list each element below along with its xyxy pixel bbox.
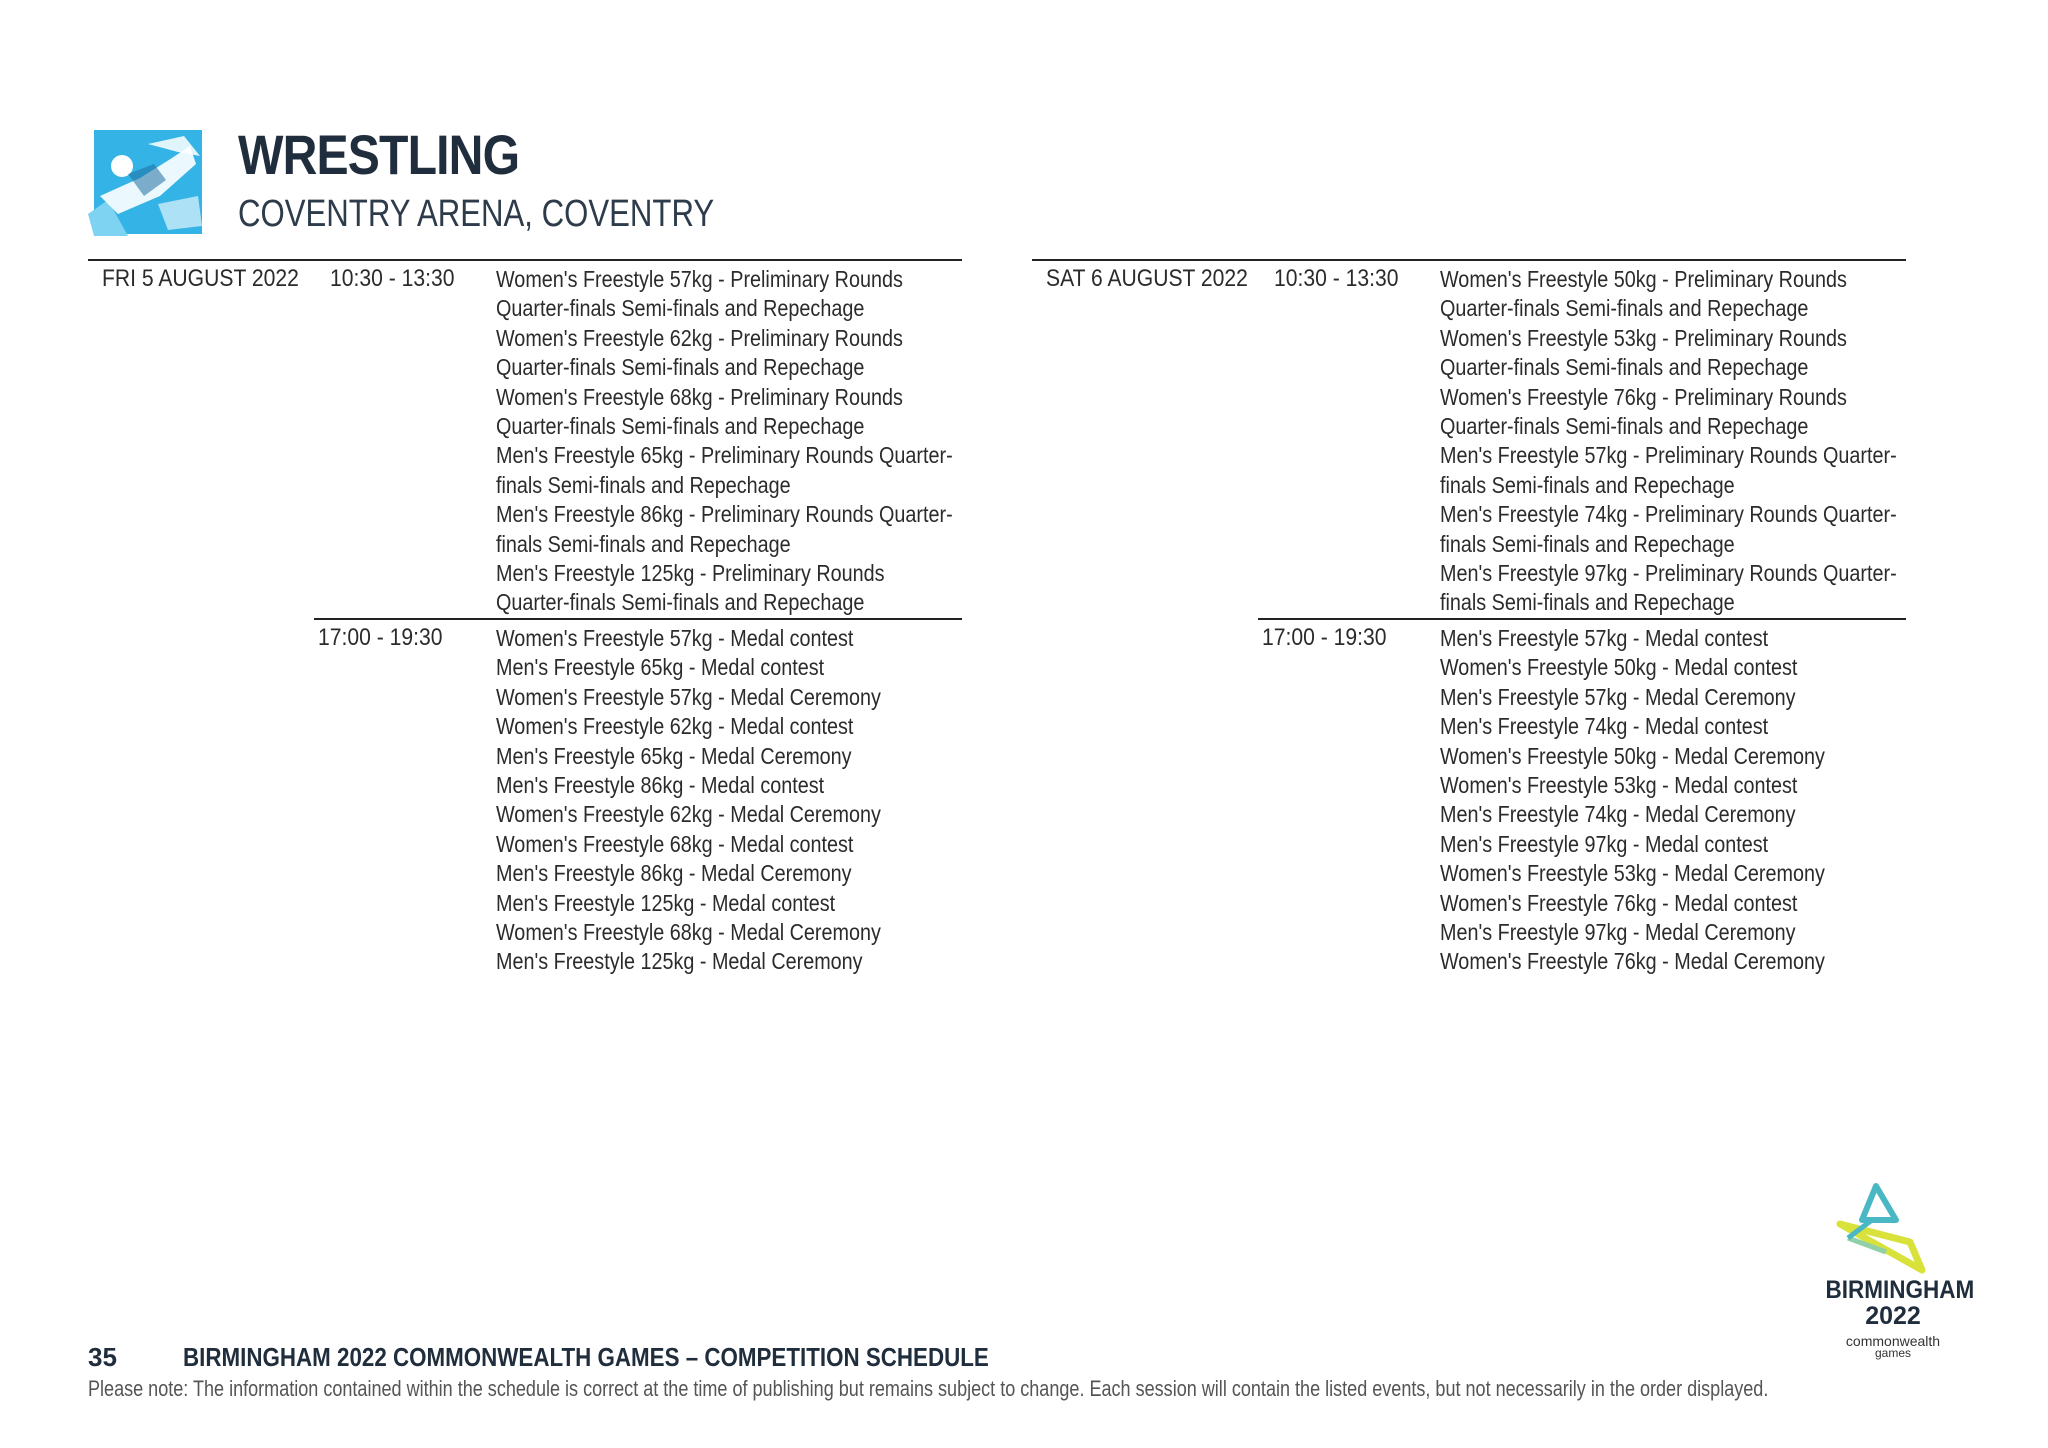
event-item: Women's Freestyle 76kg - Medal Ceremony: [1440, 948, 1825, 975]
event-item: Women's Freestyle 68kg - Preliminary Rounds Quarter-finals Semi-finals and Repechage: [496, 383, 903, 440]
event-item: Men's Freestyle 74kg - Medal contest: [1440, 713, 1769, 740]
event-item: Women's Freestyle 76kg - Preliminary Rounds Quarter-finals Semi-finals and Repechage: [1440, 383, 1847, 440]
event-item: Women's Freestyle 50kg - Medal contest: [1440, 654, 1798, 681]
event-list: [1440, 620, 1906, 977]
event-item: Men's Freestyle 86kg - Medal contest: [496, 771, 825, 798]
event-item: Women's Freestyle 68kg - Medal contest: [496, 830, 854, 857]
session: [1258, 618, 1906, 977]
event-item: Women's Freestyle 53kg - Medal Ceremony: [1440, 860, 1825, 887]
event-item: Men's Freestyle 125kg - Medal contest: [496, 889, 836, 916]
event-item: Women's Freestyle 50kg - Medal Ceremony: [1440, 742, 1825, 769]
session-time: 17:00 - 19:30: [318, 623, 443, 651]
event-item: Men's Freestyle 86kg - Preliminary Rounds Quarter-finals Semi-finals and Repechage: [496, 501, 953, 557]
event-list: [496, 261, 962, 618]
day-date: SAT 6 AUGUST 2022: [1046, 265, 1248, 292]
event-item: Men's Freestyle 65kg - Medal Ceremony: [496, 742, 852, 769]
day-date: FRI 5 AUGUST 2022: [102, 265, 299, 292]
logo-year: 2022: [1865, 1302, 1921, 1330]
event-item: Men's Freestyle 57kg - Medal contest: [1440, 624, 1769, 651]
disclaimer-note: Please note: The information contained within the schedule is correct at the time of publishing but remains subject to change. Each session will contain the listed events, but not necessarily in the order displayed.: [88, 1376, 1769, 1401]
event-item: Men's Freestyle 74kg - Medal Ceremony: [1440, 801, 1796, 828]
event-item: Men's Freestyle 97kg - Medal Ceremony: [1440, 918, 1796, 945]
session: [314, 618, 962, 977]
event-item: Women's Freestyle 57kg - Medal contest: [496, 624, 854, 651]
birmingham-2022-logo: [1818, 1180, 1975, 1360]
event-item: Men's Freestyle 97kg - Preliminary Rounds Quarter-finals Semi-finals and Repechage: [1440, 560, 1897, 616]
sport-title: WRESTLING: [238, 123, 520, 186]
event-item: Men's Freestyle 57kg - Preliminary Rounds Quarter-finals Semi-finals and Repechage: [1440, 442, 1897, 498]
event-item: Women's Freestyle 53kg - Preliminary Rounds Quarter-finals Semi-finals and Repechage: [1440, 324, 1847, 381]
event-item: Men's Freestyle 86kg - Medal Ceremony: [496, 860, 852, 887]
session: [88, 261, 962, 618]
event-item: Women's Freestyle 62kg - Preliminary Rounds Quarter-finals Semi-finals and Repechage: [496, 324, 903, 381]
session-time: 10:30 - 13:30: [330, 265, 455, 292]
event-item: Men's Freestyle 65kg - Preliminary Rounds Quarter-finals Semi-finals and Repechage: [496, 442, 953, 498]
session: [1032, 261, 1906, 618]
wrestling-pictogram-icon: [88, 126, 204, 236]
session-time: 17:00 - 19:30: [1262, 623, 1387, 651]
event-item: Women's Freestyle 50kg - Preliminary Rounds Quarter-finals Semi-finals and Repechage: [1440, 266, 1847, 322]
event-item: Women's Freestyle 53kg - Medal contest: [1440, 771, 1798, 798]
event-item: Women's Freestyle 57kg - Preliminary Rounds Quarter-finals Semi-finals and Repechage: [496, 266, 903, 322]
day-schedule: [1032, 259, 1906, 977]
event-item: Men's Freestyle 125kg - Medal Ceremony: [496, 948, 863, 975]
event-item: Men's Freestyle 57kg - Medal Ceremony: [1440, 683, 1796, 710]
page-number: 35: [88, 1342, 117, 1372]
event-item: Women's Freestyle 76kg - Medal contest: [1440, 889, 1798, 916]
event-item: Men's Freestyle 74kg - Preliminary Rounds Quarter-finals Semi-finals and Repechage: [1440, 501, 1897, 557]
day-schedule: [88, 259, 962, 977]
event-item: Men's Freestyle 97kg - Medal contest: [1440, 830, 1769, 857]
session-time: 10:30 - 13:30: [1274, 265, 1399, 292]
event-item: Men's Freestyle 65kg - Medal contest: [496, 654, 825, 681]
event-item: Women's Freestyle 68kg - Medal Ceremony: [496, 918, 881, 945]
logo-subtext: commonwealth: [1845, 1333, 1941, 1349]
event-list: [496, 620, 962, 977]
logo-subtext: games: [1874, 1346, 1912, 1360]
event-list: [1440, 261, 1906, 618]
page-header: [88, 118, 888, 238]
birmingham-2022-logo-icon: [1818, 1180, 1968, 1280]
event-item: Women's Freestyle 57kg - Medal Ceremony: [496, 683, 881, 710]
document-title: BIRMINGHAM 2022 COMMONWEALTH GAMES – COMPETITION SCHEDULE: [183, 1342, 989, 1372]
venue-name: COVENTRY ARENA, COVENTRY: [238, 193, 715, 235]
event-item: Women's Freestyle 62kg - Medal contest: [496, 713, 854, 740]
logo-text: BIRMINGHAM: [1825, 1276, 1975, 1304]
event-item: Women's Freestyle 62kg - Medal Ceremony: [496, 801, 881, 828]
event-item: Men's Freestyle 125kg - Preliminary Rounds Quarter-finals Semi-finals and Repechage: [496, 560, 885, 616]
